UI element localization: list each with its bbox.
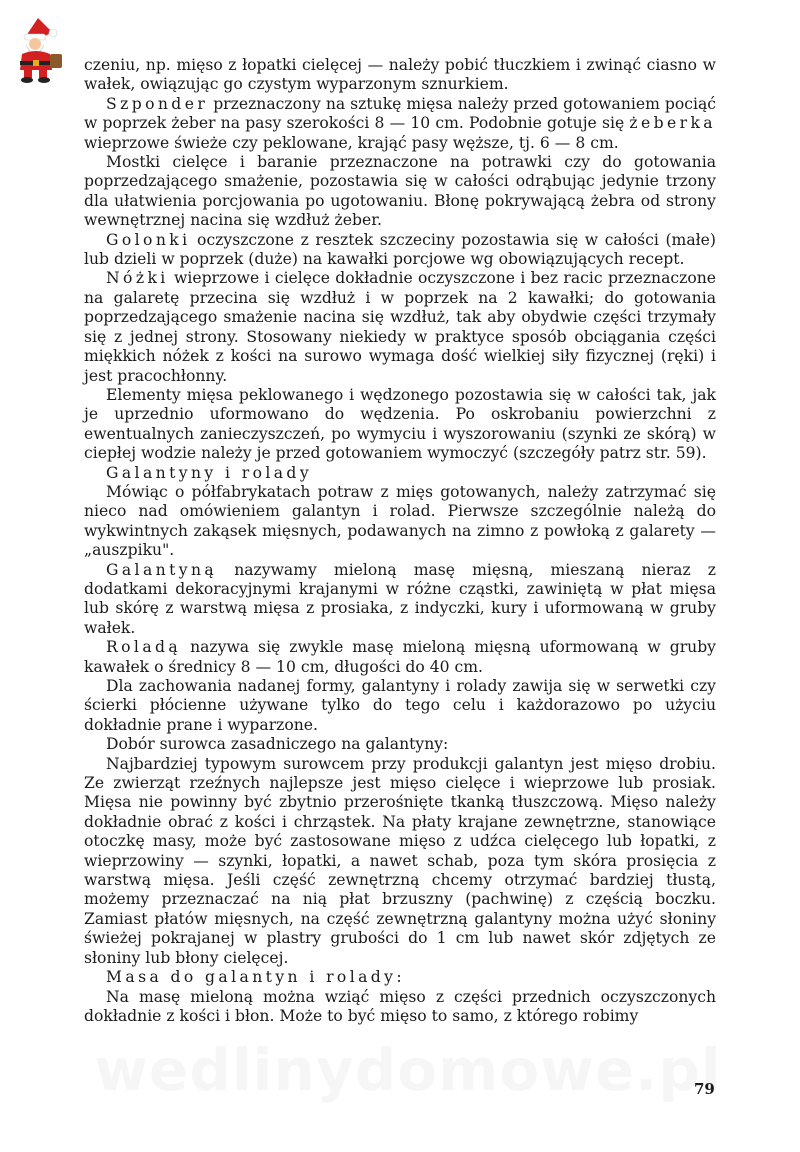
page-number: 79 xyxy=(694,1080,715,1098)
page-text xyxy=(84,56,716,1026)
paragraph: Mostki cielęce i baranie przeznaczone na potrawki czy do gotowania poprzedzającego smażenie, pozostawia się w całości odrąbując jedynie trzony dla ułatwienia porcjowania po ugotowaniu. Błonę pokrywającą żebra od strony wewnętrznej nacina się wzdłuż żeber. xyxy=(84,153,716,230)
paragraph: Szponder przeznaczony na sztukę mięsa należy przed gotowaniem pociąć w poprzek żeber na pasy szerokości 8 — 10 cm. Podobnie gotuje się żeberka wieprzowe świeże czy peklowane, krająć pasy węższe, tj. 6 — 8 cm. xyxy=(84,94,716,152)
santa-icon xyxy=(12,14,64,84)
paragraph: Mówiąc o półfabrykatach potraw z mięs gotowanych, należy zatrzymać się nieco nad omówieniem galantyn i rolad. Pierwsze szczególnie należą do wykwintnych zakąsek mięsnych, podawanych na zimno z powłoką z galarety — „auszpiku". xyxy=(84,482,716,560)
paragraph: czeniu, np. mięso z łopatki cielęcej — należy pobić tłuczkiem i zwinąć ciasno w wałek, owiązując go czystym wyparzonym sznurkiem. xyxy=(84,56,716,94)
paragraph: Dla zachowania nadanej formy, galantyny i rolady zawija się w serwetki czy ścierki płócienne używane tylko do tego celu i każdorazowo po użyciu dokładnie prane i wyparzone. xyxy=(84,677,716,734)
paragraph: Golonki oczyszczone z resztek szczeciny pozostawia się w całości (małe) lub dzieli w poprzek (duże) na kawałki porcjowe wg obowiązujących recept. xyxy=(84,230,716,269)
paragraph: Roladą nazywa się zwykle masę mieloną mięsną uformowaną w gruby kawałek o średnicy 8 — 10 cm, długości do 40 cm. xyxy=(84,638,716,676)
paragraph: Elementy mięsa peklowanego i wędzonego pozostawia się w całości tak, jak je uprzednio uformowano do wędzenia. Po oskrobaniu powierzchni z ewentualnych zanieczyszczeń, po wymyciu i wyszorowaniu (szynki ze skórą) w ciepłej wodzie należy je przed gotowaniem wymoczyć (szczegóły patrz str. 59). xyxy=(84,385,716,463)
watermark xyxy=(88,1036,728,1104)
paragraph: Nóżki wieprzowe i cielęce dokładnie oczyszczone i bez racic przeznaczone na galaretę przecina się wzdłuż i w poprzek na 2 kawałki; do gotowania poprzedzającego smażenie nacina się wzdłuż, tak aby obydwie części trzymały się z jednej strony. Stosowany niekiedy w praktyce sposób obciągania części miękkich nóżek z kości na surowo wymaga dość wielkiej siły fizycznej (ręki) i jest pracochłonny. xyxy=(84,269,716,385)
paragraph: Dobór surowca zasadniczego na galantyny: xyxy=(106,735,449,754)
section-heading: Galantyny i rolady xyxy=(106,463,313,482)
paragraph: Galantyną nazywamy mieloną masę mięsną, mieszaną nieraz z dodatkami dekoracyjnymi krajanymi w różne cząstki, zawiniętą w płat mięsa lub skórę z warstwą mięsa z prosiaka, z indyczki, kury i uformowaną w gruby wałek. xyxy=(84,560,716,637)
paragraph: Na masę mieloną można wziąć mięso z części przednich oczyszczonych dokładnie z kości i błon. Może to być mięso to samo, z którego robimy xyxy=(84,987,716,1025)
section-heading: Masa do galantyn i rolady: xyxy=(106,968,406,987)
paragraph: Najbardziej typowym surowcem przy produkcji galantyn jest mięso drobiu. Ze zwierząt rzeźnych najlepsze jest mięso cielęce i wieprzowe lub prosiak. Mięsa nie powinny być zbytnio przerośnięte tkanką tłuszczową. Mięso należy dokładnie obrać z kości i chrząstek. Na płaty krajane zewnętrzne, stanowiące otoczkę masy, może być zastosowane mięso z udźca cielęcego lub łopatki, z wieprzowiny — szynki, łopatki, a nawet schab, poza tym skóra prosięcia z warstwą mięsa. Jeśli część zewnętrzną chcemy otrzymać bardziej tłustą, możemy przeznaczać na nią płat brzuszny (pachwinę) z częścią boczku. Zamiast płatów mięsnych, na część zewnętrzną galantyny można użyć słoniny świeżej pokrajanej w plastry grubości do 1 cm lub nawet skór zdjętych ze słoniny lub błony cielęcej. xyxy=(84,754,716,967)
